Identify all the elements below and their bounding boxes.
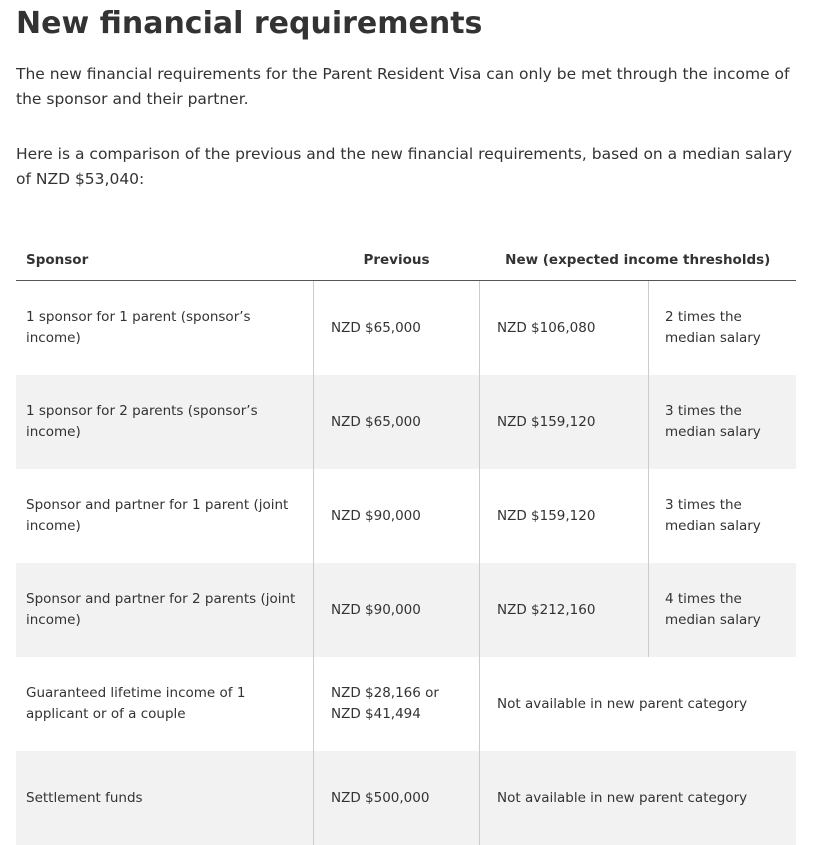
table-row (16, 375, 796, 469)
cell-new: NZD $212,160 (480, 563, 649, 657)
header-previous: Previous (314, 240, 480, 281)
table-row (16, 751, 796, 845)
table-header-row (16, 240, 796, 281)
cell-sponsor: Sponsor and partner for 2 parents (joint income) (16, 563, 314, 657)
table-row (16, 469, 796, 563)
intro-paragraph: The new financial requirements for the Parent Resident Visa can only be met through the income of the sponsor and their partner. (16, 65, 790, 108)
requirements-table (16, 240, 796, 845)
cell-sponsor: 1 sponsor for 1 parent (sponsor’s income) (26, 309, 251, 346)
header-sponsor: Sponsor (16, 240, 314, 281)
cell-previous: NZD $65,000 (314, 375, 480, 469)
cell-multiple: 3 times the median salary (649, 469, 797, 563)
cell-new: Not available in new parent category (480, 657, 797, 751)
cell-previous (314, 657, 480, 751)
page-title: New financial requirements (16, 6, 483, 41)
table-row (16, 657, 796, 751)
previous-line-2: NZD $41,494 (331, 706, 421, 722)
cell-multiple: 2 times the median salary (649, 281, 797, 376)
table-row (16, 563, 796, 657)
cell-previous: NZD $90,000 (314, 469, 480, 563)
cell-previous: NZD $90,000 (314, 563, 480, 657)
cell-multiple: 3 times the median salary (649, 375, 797, 469)
cell-previous: NZD $65,000 (314, 281, 480, 376)
cell-previous: NZD $500,000 (314, 751, 480, 845)
cell-sponsor: 1 sponsor for 2 parents (sponsor’s income) (16, 375, 314, 469)
comparison-intro-paragraph: Here is a comparison of the previous and the new financial requirements, based on a median salary of NZD $53,040: (16, 145, 793, 188)
cell-sponsor: Sponsor and partner for 1 parent (joint income) (26, 497, 289, 534)
cell-new: NZD $106,080 (480, 281, 649, 376)
cell-multiple: 4 times the median salary (649, 563, 797, 657)
cell-sponsor: Settlement funds (16, 751, 314, 845)
cell-new: Not available in new parent category (480, 751, 797, 845)
header-new: New (expected income thresholds) (480, 240, 797, 281)
previous-line-1: NZD $28,166 or (331, 685, 439, 701)
cell-sponsor: Guaranteed lifetime income of 1 applicant or of a couple (26, 685, 246, 722)
cell-new: NZD $159,120 (480, 375, 649, 469)
table-row (16, 281, 796, 376)
cell-new: NZD $159,120 (480, 469, 649, 563)
